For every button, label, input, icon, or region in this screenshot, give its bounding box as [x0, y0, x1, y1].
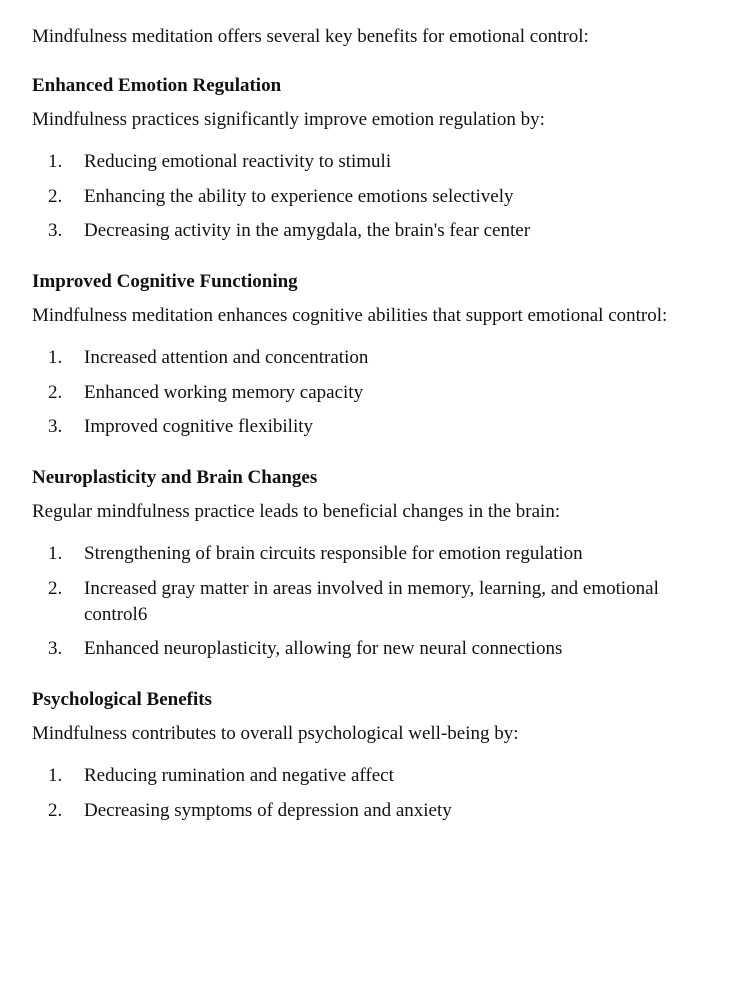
- numbered-list: [32, 541, 712, 662]
- section-heading: Psychological Benefits: [32, 689, 212, 710]
- numbered-list: [32, 149, 712, 244]
- section-heading: Neuroplasticity and Brain Changes: [32, 467, 318, 488]
- list-item: [32, 184, 712, 210]
- list-item: [32, 798, 712, 824]
- list-item: [32, 576, 712, 628]
- list-item-text: Decreasing symptoms of depression and anxiety: [84, 799, 452, 821]
- list-item-text: Enhanced working memory capacity: [84, 381, 364, 403]
- list-number: 2.: [48, 381, 63, 403]
- intro-paragraph: Mindfulness meditation offers several key benefits for emotional control:: [32, 26, 589, 47]
- list-number: 1.: [48, 151, 63, 172]
- list-item: [32, 636, 712, 662]
- section-intro: Mindfulness practices significantly improve emotion regulation by:: [32, 109, 545, 130]
- list-number: 2.: [48, 185, 63, 207]
- numbered-list: [32, 763, 712, 824]
- list-item-text: Increased gray matter in areas involved in memory, learning, and emotional control6: [84, 577, 659, 625]
- section-neuroplasticity: [32, 465, 712, 662]
- document-body: [32, 24, 712, 824]
- section-intro: Regular mindfulness practice leads to beneficial changes in the brain:: [32, 501, 561, 522]
- list-item-text: Reducing emotional reactivity to stimuli: [84, 151, 392, 172]
- list-item: [32, 149, 712, 175]
- list-number: 3.: [48, 416, 63, 437]
- list-number: 2.: [48, 799, 63, 821]
- list-item: [32, 380, 712, 406]
- list-item-text: Improved cognitive flexibility: [84, 416, 314, 437]
- section-emotion-regulation: [32, 73, 712, 244]
- list-item: [32, 218, 712, 244]
- section-psychological-benefits: [32, 687, 712, 824]
- list-item-text: Decreasing activity in the amygdala, the brain's fear center: [84, 220, 531, 241]
- list-item: [32, 345, 712, 371]
- numbered-list: [32, 345, 712, 440]
- section-heading: Enhanced Emotion Regulation: [32, 75, 282, 96]
- list-item-text: Increased attention and concentration: [84, 347, 369, 368]
- list-item-text: Strengthening of brain circuits responsible for emotion regulation: [84, 543, 583, 564]
- section-cognitive-functioning: [32, 269, 712, 440]
- list-item: [32, 763, 712, 789]
- list-number: 1.: [48, 347, 63, 368]
- list-item-text: Enhancing the ability to experience emotions selectively: [84, 185, 514, 207]
- list-number: 3.: [48, 638, 63, 659]
- list-item-text: Enhanced neuroplasticity, allowing for new neural connections: [84, 638, 563, 659]
- section-heading: Improved Cognitive Functioning: [32, 271, 298, 292]
- list-number: 2.: [48, 577, 63, 599]
- list-item: [32, 541, 712, 567]
- list-item-text: Reducing rumination and negative affect: [84, 765, 394, 786]
- list-number: 1.: [48, 543, 63, 564]
- list-number: 3.: [48, 220, 63, 241]
- list-number: 1.: [48, 765, 63, 786]
- section-intro: Mindfulness contributes to overall psychological well-being by:: [32, 723, 519, 744]
- section-intro: Mindfulness meditation enhances cognitive abilities that support emotional control:: [32, 305, 668, 326]
- list-item: [32, 414, 712, 440]
